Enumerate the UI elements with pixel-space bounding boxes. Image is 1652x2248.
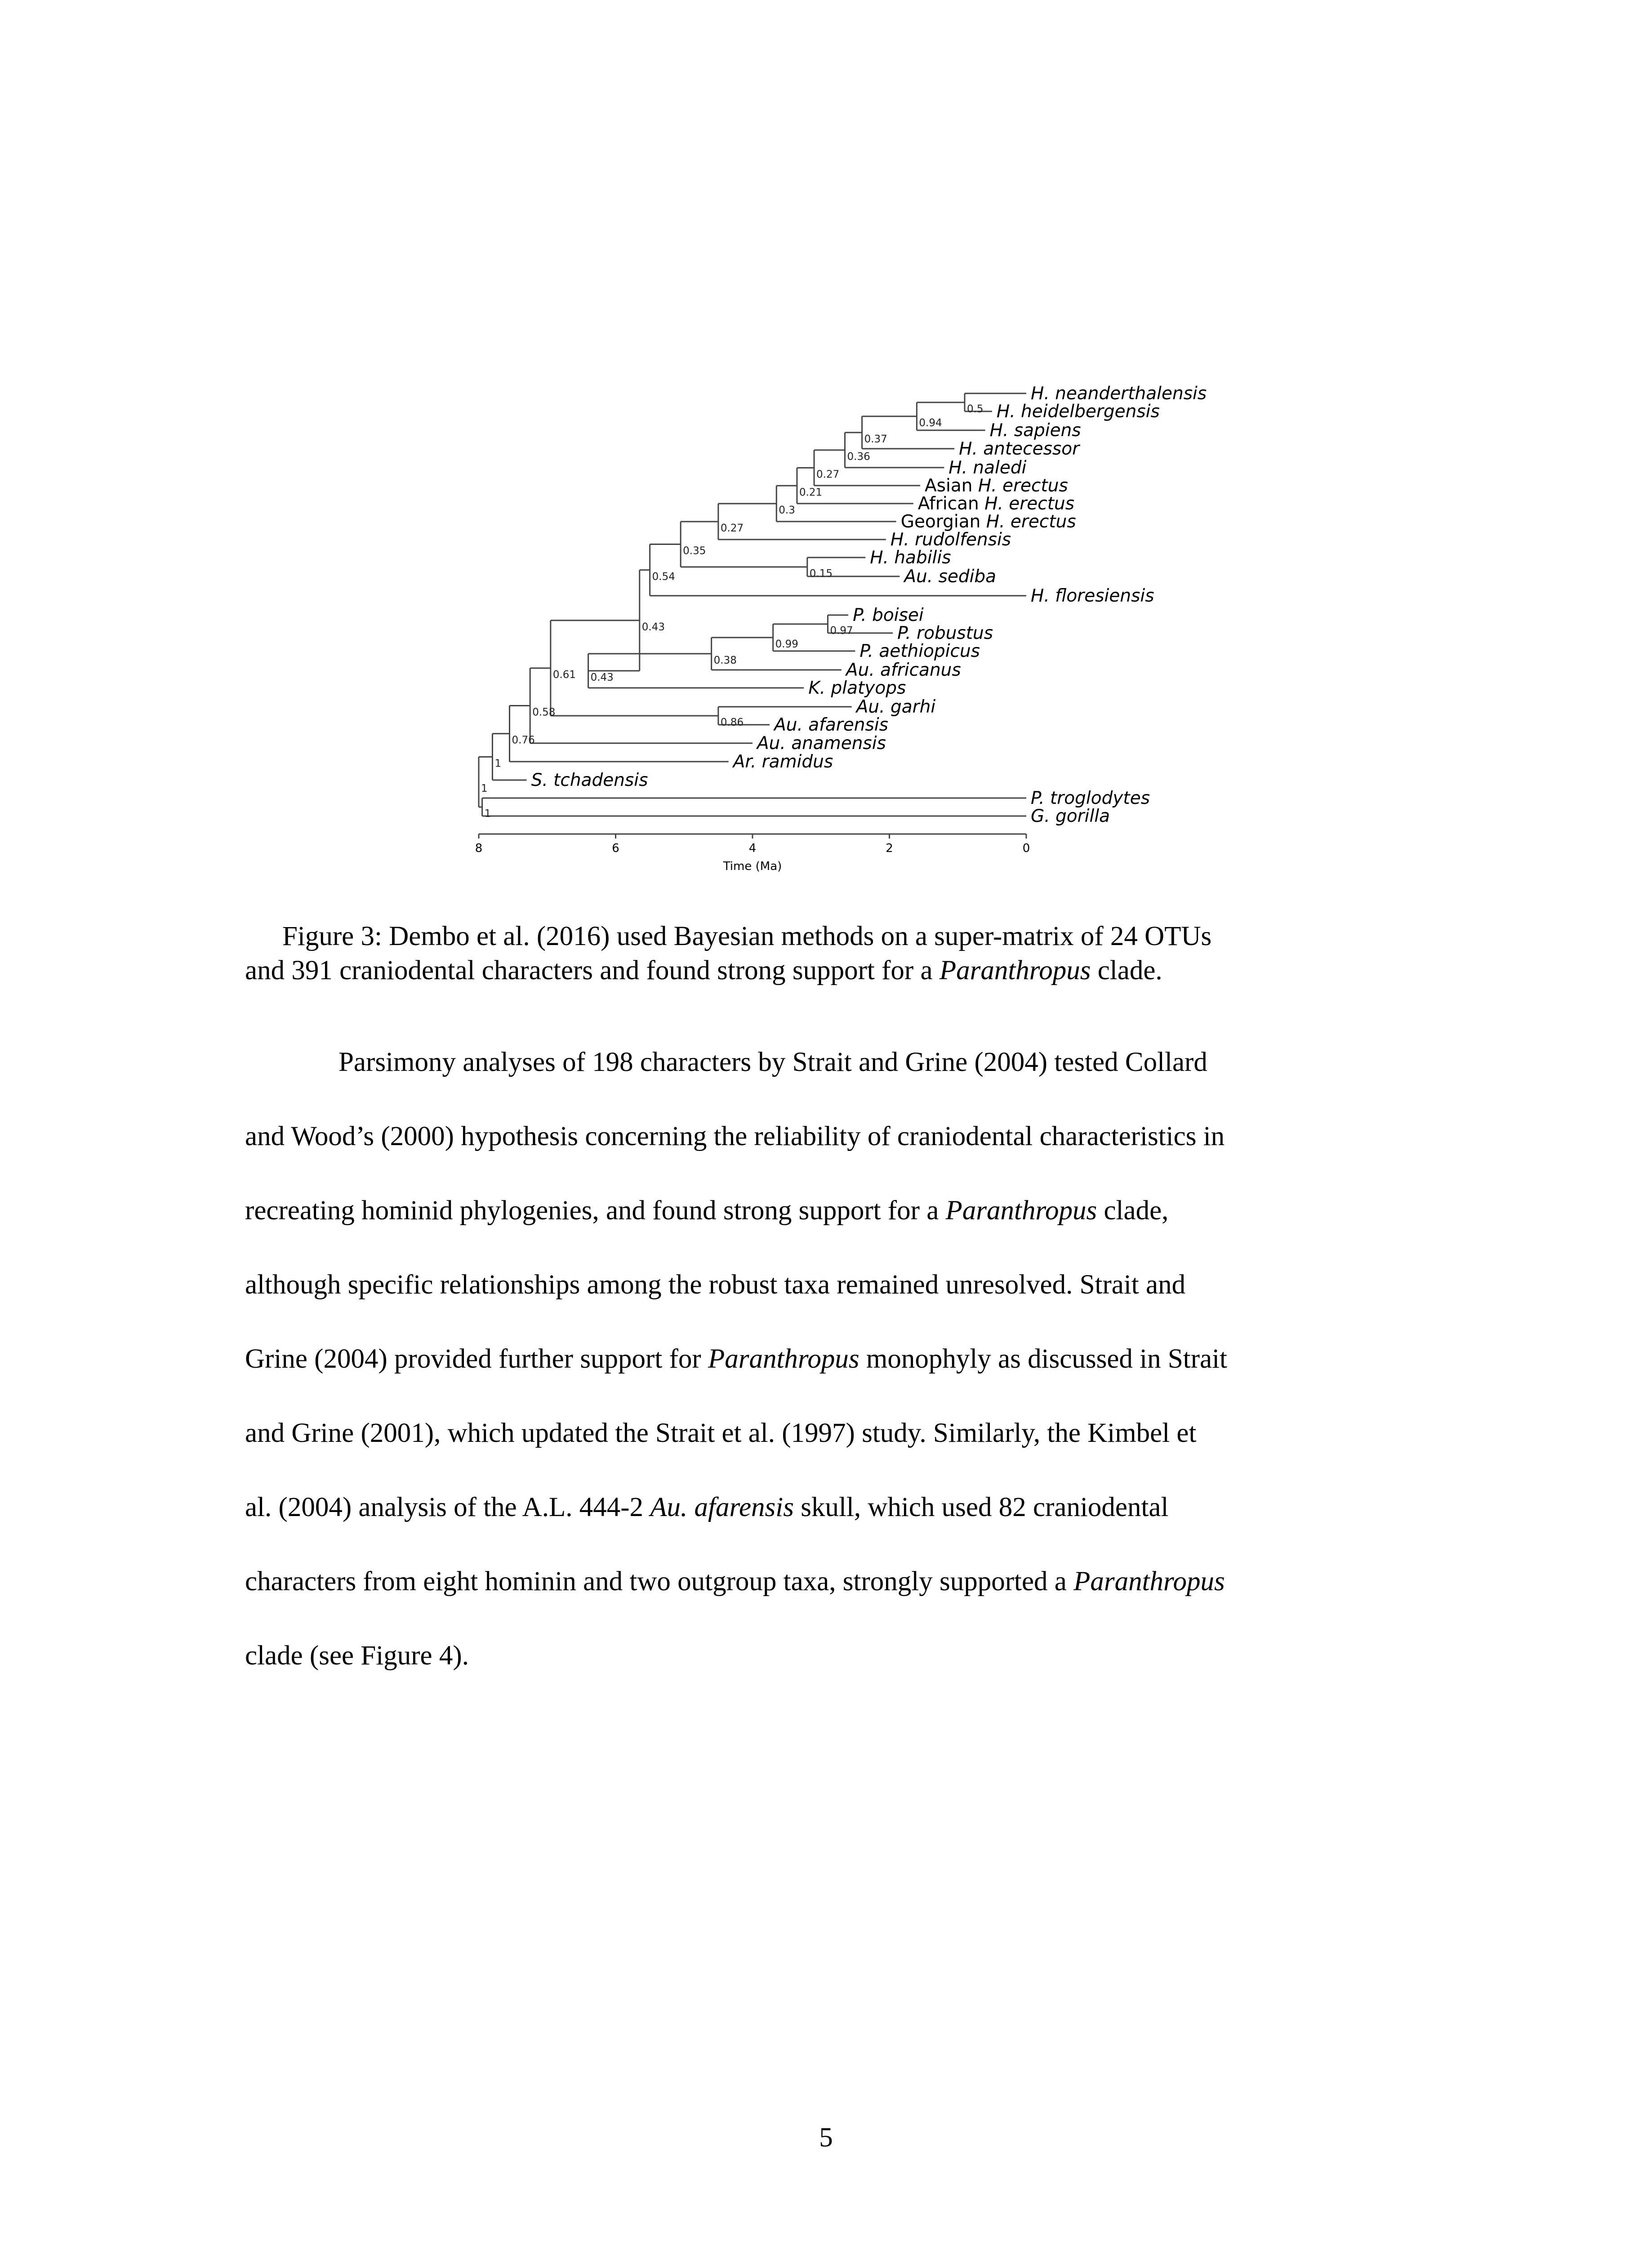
body-line: [245, 1025, 1414, 1099]
node-support-value: 0.97: [830, 625, 853, 637]
body-text: although specific relationships among the robust taxa remained unresolved. Strait and: [245, 1270, 1186, 1300]
italic-taxon-name: Paranthropus: [1073, 1566, 1225, 1597]
taxon-label: K. platyops: [808, 678, 906, 698]
taxon-label: Ar. ramidus: [733, 752, 833, 772]
node-support-value: 0.61: [552, 669, 576, 681]
node-support-value: 0.76: [512, 734, 535, 746]
taxon-label: P. robustus: [897, 623, 993, 643]
node-support-value: 0.43: [641, 621, 665, 633]
taxon-label: African H. erectus: [917, 494, 1075, 514]
taxon-label: Au. africanus: [846, 660, 961, 680]
body-text: clade,: [1097, 1195, 1169, 1226]
node-support-value: 0.35: [683, 545, 706, 557]
body-text: clade (see Figure 4).: [245, 1641, 469, 1671]
body-line: [245, 1099, 1414, 1173]
caption-line-1: [245, 919, 1414, 954]
node-support-value: 0.58: [532, 706, 556, 718]
body-line: [245, 1470, 1414, 1544]
caption-text: and 391 craniodental characters and found strong support for a: [245, 955, 940, 986]
taxon-label: H. habilis: [870, 548, 951, 568]
taxon-label: Georgian H. erectus: [900, 512, 1076, 532]
body-text: recreating hominid phylogenies, and found strong support for a: [245, 1195, 946, 1226]
body-text: Parsimony analyses of 198 characters by Strait and Grine (2004) tested Collard: [338, 1047, 1207, 1077]
time-axis: [475, 834, 1030, 873]
taxon-label: H. antecessor: [959, 439, 1080, 459]
node-support-value: 0.15: [809, 568, 833, 580]
axis-tick-label: 0: [1022, 842, 1030, 855]
body-text: and Grine (2001), which updated the Strait et al. (1997) study. Similarly, the Kimbel et: [245, 1418, 1197, 1448]
node-support-value: 1: [494, 758, 502, 770]
body-line: [245, 1248, 1414, 1322]
caption-text: clade.: [1091, 955, 1162, 986]
node-support-value: 1: [484, 808, 491, 820]
taxon-label: Au. garhi: [856, 697, 936, 717]
italic-taxon-name: Paranthropus: [939, 955, 1091, 986]
body-text: Grine (2004) provided further support for: [245, 1344, 708, 1374]
node-support-value: 0.94: [919, 417, 942, 429]
axis-tick-label: 4: [748, 842, 757, 855]
taxon-label: H. floresiensis: [1031, 586, 1154, 606]
body-line: [245, 1396, 1414, 1470]
body-paragraph: [245, 1025, 1414, 1693]
italic-taxon-name: Paranthropus: [708, 1344, 859, 1374]
taxon-label: G. gorilla: [1031, 806, 1110, 826]
node-support-value: 0.36: [847, 451, 870, 463]
taxon-label: S. tchadensis: [531, 770, 648, 790]
node-support-value: 0.99: [775, 638, 798, 650]
phylogenetic-tree-figure: [450, 373, 1236, 881]
taxon-label: H. naledi: [948, 458, 1027, 478]
body-text: monophyly as discussed in Strait: [859, 1344, 1228, 1374]
italic-taxon-name: Au. afarensis: [650, 1492, 794, 1522]
node-support-value: 1: [481, 783, 488, 795]
node-support-value: 0.86: [720, 717, 744, 728]
italic-taxon-name: Paranthropus: [945, 1195, 1097, 1226]
node-support-value: 0.27: [816, 468, 840, 481]
taxon-label: H. rudolfensis: [890, 530, 1011, 550]
taxon-label: Au. sediba: [904, 566, 997, 587]
node-support-value: 0.3: [779, 504, 795, 517]
taxon-label: Asian H. erectus: [925, 476, 1068, 496]
body-text: and Wood’s (2000) hypothesis concerning the reliability of craniodental characteristics in: [245, 1121, 1225, 1151]
figure-caption: [245, 919, 1414, 988]
taxon-label: H. sapiens: [989, 420, 1081, 441]
tree-taxon-labels: [531, 384, 1207, 826]
taxon-label: H. neanderthalensis: [1031, 384, 1207, 404]
node-support-value: 0.38: [713, 655, 737, 666]
body-line: [245, 1322, 1414, 1396]
body-text: skull, which used 82 craniodental: [793, 1492, 1169, 1522]
node-support-value: 0.5: [966, 403, 984, 415]
node-support-value: 0.21: [799, 486, 823, 499]
body-text: characters from eight hominin and two outgroup taxa, strongly supported a: [245, 1566, 1074, 1597]
taxon-label: P. troglodytes: [1031, 788, 1150, 808]
axis-tick-label: 8: [475, 842, 483, 855]
node-support-value: 0.54: [652, 571, 675, 583]
taxon-label: Au. anamensis: [757, 733, 886, 754]
axis-tick-label: 2: [886, 842, 893, 855]
caption-line-2: [245, 955, 1162, 986]
node-support-value: 0.43: [590, 672, 614, 683]
axis-tick-label: 6: [612, 842, 619, 855]
node-support-value: 0.27: [720, 522, 744, 535]
taxon-label: P. aethiopicus: [859, 641, 980, 661]
axis-title: Time (Ma): [723, 860, 782, 873]
taxon-label: P. boisei: [853, 605, 924, 625]
body-line: [245, 1544, 1414, 1619]
caption-text: Figure 3: Dembo et al. (2016) used Bayesian methods on a super-matrix of 24 OTUs: [282, 921, 1212, 951]
page-number: 5: [819, 2123, 833, 2153]
body-text: al. (2004) analysis of the A.L. 444-2: [245, 1492, 650, 1522]
body-line: [245, 1619, 1414, 1693]
body-line: [245, 1173, 1414, 1248]
node-support-value: 0.37: [864, 433, 887, 445]
taxon-label: Au. afarensis: [774, 715, 889, 735]
taxon-label: H. heidelbergensis: [996, 401, 1160, 422]
